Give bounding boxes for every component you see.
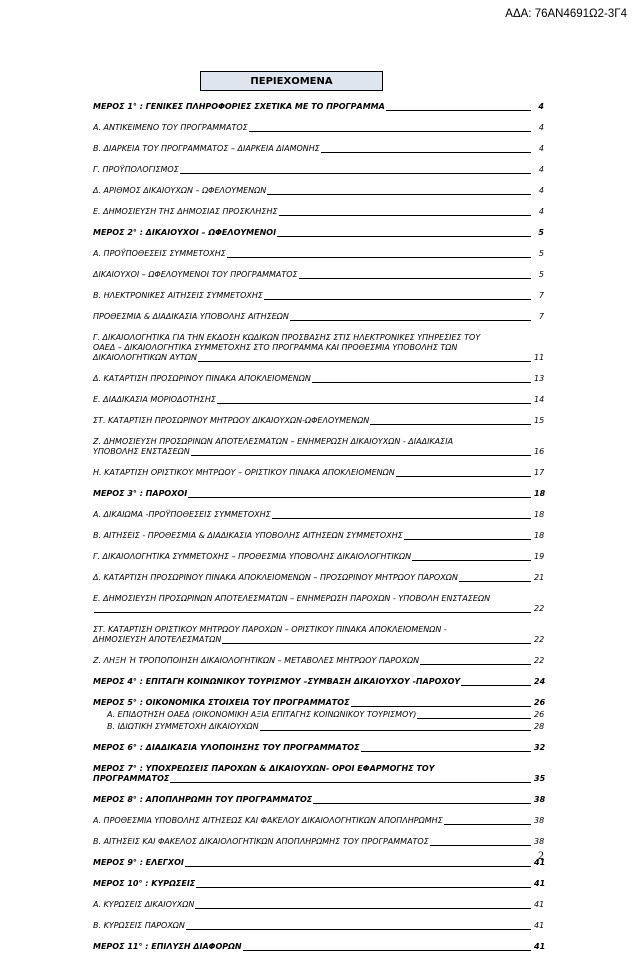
- leader-line: [290, 312, 531, 321]
- toc-entry-page: 22: [534, 656, 545, 665]
- toc-entry-label: Α. ΠΡΟΘΕΣΜΙΑ ΥΠΟΒΟΛΗΣ ΑΙΤΗΣΕΩΣ ΚΑΙ ΦΑΚΕΛΟΥ ΔΙΚΑΙΟΛΟΓΗΤΙΚΩΝ ΑΠΟΠΛΗΡΩΜΗΣ: [93, 816, 443, 825]
- toc-entry[interactable]: [93, 795, 544, 805]
- leader-line: [444, 816, 531, 825]
- toc-entry-label: ΜΕΡΟΣ 1° : ΓΕΝΙΚΕΣ ΠΛΗΡΟΦΟΡΙΕΣ ΣΧΕΤΙΚΑ ΜΕ ΤΟ ΠΡΟΓΡΑΜΜΑ: [93, 102, 385, 111]
- toc-entry[interactable]: [93, 656, 544, 666]
- toc-entry[interactable]: [93, 531, 544, 541]
- toc-entry[interactable]: [93, 710, 544, 720]
- leader-line: [361, 743, 531, 752]
- toc-entry[interactable]: [93, 291, 544, 301]
- toc-entry[interactable]: [93, 942, 544, 952]
- toc-entry-label: Β. ΑΙΤΗΣΕΙΣ - ΠΡΟΘΕΣΜΙΑ & ΔΙΑΔΙΚΑΣΙΑ ΥΠΟΒΟΛΗΣ ΑΙΤΗΣΕΩΝ ΣΥΜΜΕΤΟΧΗΣ: [93, 531, 403, 540]
- toc-entry-page: 5: [538, 249, 544, 258]
- leader-line: [264, 291, 531, 300]
- leader-line: [243, 942, 531, 951]
- leader-line: [249, 123, 531, 132]
- leader-line: [412, 552, 531, 561]
- toc-entry-page: 38: [534, 837, 545, 846]
- leader-line: [420, 656, 531, 665]
- leader-line: [313, 795, 531, 804]
- toc-entry-label: Γ. ΠΡΟΫΠΟΛΟΓΙΣΜΟΣ: [93, 165, 179, 174]
- toc-entry[interactable]: [93, 312, 544, 322]
- toc-entry-label: Α. ΑΝΤΙΚΕΙΜΕΝΟ ΤΟΥ ΠΡΟΓΡΑΜΜΑΤΟΣ: [93, 123, 248, 132]
- leader-line: [180, 165, 531, 174]
- toc-entry-label: ΔΗΜΟΣΙΕΥΣΗ ΑΠΟΤΕΛΕΣΜΑΤΩΝ: [93, 635, 222, 644]
- toc-entry-label: Β. ΑΙΤΗΣΕΙΣ ΚΑΙ ΦΑΚΕΛΟΣ ΔΙΚΑΙΟΛΟΓΗΤΙΚΩΝ ΑΠΟΠΛΗΡΩΜΗΣ ΤΟΥ ΠΡΟΓΡΑΜΜΑΤΟΣ: [93, 837, 429, 846]
- toc-entry-page: 5: [538, 270, 544, 279]
- leader-line: [272, 510, 531, 519]
- toc-entry-line: ΜΕΡΟΣ 7° : ΥΠΟΧΡΕΩΣΕΙΣ ΠΑΡΟΧΩΝ & ΔΙΚΑΙΟΥΧΩΝ- ΟΡΟΙ ΕΦΑΡΜΟΓΗΣ ΤΟΥ: [93, 764, 435, 773]
- leader-line: [370, 416, 531, 425]
- toc-entry-page: 4: [538, 165, 544, 174]
- toc-entry-label: Ε. ΔΙΑΔΙΚΑΣΙΑ ΜΟΡΙΟΔΟΤΗΣΗΣ: [93, 395, 216, 404]
- toc-entry[interactable]: [93, 900, 544, 910]
- toc-entry-line: Ε. ΔΗΜΟΣΙΕΥΣΗ ΠΡΟΣΩΡΙΝΩΝ ΑΠΟΤΕΛΕΣΜΑΤΩΝ – ΕΝΗΜΕΡΩΣΗ ΠΑΡΟΧΩΝ - ΥΠΟΒΟΛΗ ΕΝΣΤΑΣΕΩΝ: [93, 594, 491, 603]
- leader-line: [299, 270, 531, 279]
- toc-entry-label: ΜΕΡΟΣ 6° : ΔΙΑΔΙΚΑΣΙΑ ΥΛΟΠΟΙΗΣΗΣ ΤΟΥ ΠΡΟΓΡΑΜΜΑΤΟΣ: [93, 743, 360, 752]
- leader-line: [170, 774, 531, 783]
- toc-entry-page: 28: [534, 722, 545, 731]
- leader-line: [186, 921, 531, 930]
- leader-line: [417, 710, 531, 719]
- toc-entry-label: Β. ΔΙΑΡΚΕΙΑ ΤΟΥ ΠΡΟΓΡΑΜΜΑΤΟΣ – ΔΙΑΡΚΕΙΑ ΔΙΑΜΟΝΗΣ: [93, 144, 320, 153]
- toc-entry[interactable]: [93, 165, 544, 175]
- toc-entry[interactable]: [93, 625, 544, 645]
- toc-entry-label: Ε. ΔΗΜΟΣΙΕΥΣΗ ΤΗΣ ΔΗΜΟΣΙΑΣ ΠΡΟΣΚΛΗΣΗΣ: [93, 207, 278, 216]
- toc-entry[interactable]: [93, 594, 544, 614]
- leader-line: [459, 573, 531, 582]
- toc-entry-page: 22: [534, 604, 545, 613]
- table-of-contents: [93, 102, 544, 963]
- toc-entry-label: ΜΕΡΟΣ 4° : ΕΠΙΤΑΓΗ ΚΟΙΝΩΝΙΚΟΥ ΤΟΥΡΙΣΜΟΥ –ΣΥΜΒΑΣΗ ΔΙΚΑΙΟΥΧΟΥ -ΠΑΡΟΧΟΥ: [93, 677, 461, 686]
- toc-entry-page: 18: [534, 510, 545, 519]
- toc-entry-page: 24: [534, 677, 546, 686]
- leader-line: [260, 722, 531, 731]
- toc-entry-label: Δ. ΑΡΙΘΜΟΣ ΔΙΚΑΙΟΥΧΩΝ – ΩΦΕΛΟΥΜΕΝΩΝ: [93, 186, 267, 195]
- toc-entry[interactable]: [93, 743, 544, 753]
- toc-entry-page: 14: [534, 395, 545, 404]
- toc-entry-line: Ζ. ΔΗΜΟΣΙΕΥΣΗ ΠΡΟΣΩΡΙΝΩΝ ΑΠΟΤΕΛΕΣΜΑΤΩΝ – ΕΝΗΜΕΡΩΣΗ ΔΙΚΑΙΟΥΧΩΝ - ΔΙΑΔΙΚΑΣΙΑ: [93, 437, 454, 446]
- toc-entry-label: ΠΡΟΓΡΑΜΜΑΤΟΣ: [93, 774, 170, 783]
- toc-entry-line: ΣΤ. ΚΑΤΑΡΤΙΣΗ ΟΡΙΣΤΙΚΟΥ ΜΗΤΡΩΟΥ ΠΑΡΟΧΩΝ – ΟΡΙΣΤΙΚΟΥ ΠΙΝΑΚΑ ΑΠΟΚΛΕΙΟΜΕΝΩΝ -: [93, 625, 447, 634]
- toc-entry[interactable]: [93, 374, 544, 384]
- leader-line: [227, 249, 531, 258]
- leader-line: [195, 900, 531, 909]
- toc-entry-label: ΜΕΡΟΣ 3° : ΠΑΡΟΧΟΙ: [93, 489, 188, 498]
- toc-entry-page: 4: [538, 207, 544, 216]
- toc-entry-label: ΔΙΚΑΙΟΛΟΓΗΤΙΚΩΝ ΑΥΤΩΝ: [93, 353, 197, 362]
- toc-entry-label: ΥΠΟΒΟΛΗΣ ΕΝΣΤΑΣΕΩΝ: [93, 447, 190, 456]
- toc-entry[interactable]: [93, 573, 544, 583]
- toc-entry-label: Γ. ΔΙΚΑΙΟΛΟΓΗΤΙΚΑ ΣΥΜΜΕΤΟΧΗΣ – ΠΡΟΘΕΣΜΙΑ ΥΠΟΒΟΛΗΣ ΔΙΚΑΙΟΛΟΓΗΤΙΚΩΝ: [93, 552, 412, 561]
- toc-entry-label: Δ. ΚΑΤΑΡΤΙΣΗ ΠΡΟΣΩΡΙΝΟΥ ΠΙΝΑΚΑ ΑΠΟΚΛΕΙΟΜΕΝΩΝ – ΠΡΟΣΩΡΙΝΟΥ ΜΗΤΡΩΟΥ ΠΑΡΟΧΩΝ: [93, 573, 458, 582]
- toc-entry-page: 4: [538, 123, 544, 132]
- leader-line: [185, 858, 531, 867]
- toc-entry-label: ΜΕΡΟΣ 9° : ΕΛΕΓΧΟΙ: [93, 858, 184, 867]
- toc-entry[interactable]: [93, 677, 544, 687]
- toc-entry-page: 7: [538, 291, 544, 300]
- page-number: 2: [538, 848, 544, 862]
- toc-entry-page: 13: [534, 374, 545, 383]
- leader-line: [222, 635, 531, 644]
- leader-line: [312, 374, 531, 383]
- toc-entry[interactable]: [93, 395, 544, 405]
- toc-entry[interactable]: [93, 270, 544, 280]
- toc-entry[interactable]: [93, 249, 544, 259]
- leader-line: [191, 447, 531, 456]
- toc-entry-page: 19: [534, 552, 545, 561]
- toc-entry[interactable]: [93, 816, 544, 826]
- leader-line: [396, 468, 531, 477]
- toc-entry-page: 7: [538, 312, 544, 321]
- toc-entry[interactable]: [93, 722, 544, 732]
- toc-entry-label: ΜΕΡΟΣ 10° : ΚΥΡΩΣΕΙΣ: [93, 879, 196, 888]
- toc-entry-label: ΜΕΡΟΣ 11° : ΕΠΙΛΥΣΗ ΔΙΑΦΟΡΩΝ: [93, 942, 242, 951]
- toc-entry[interactable]: [93, 207, 544, 217]
- toc-entry-label: Η. ΚΑΤΑΡΤΙΣΗ ΟΡΙΣΤΙΚΟΥ ΜΗΤΡΩΟΥ – ΟΡΙΣΤΙΚΟΥ ΠΙΝΑΚΑ ΑΠΟΚΛΕΙΟΜΕΝΩΝ: [93, 468, 395, 477]
- toc-entry-label: Β. ΙΔΙΩΤΙΚΗ ΣΥΜΜΕΤΟΧΗ ΔΙΚΑΙΟΥΧΩΝ: [107, 722, 259, 731]
- toc-entry-label: ΠΡΟΘΕΣΜΙΑ & ΔΙΑΔΙΚΑΣΙΑ ΥΠΟΒΟΛΗΣ ΑΙΤΗΣΕΩΝ: [93, 312, 289, 321]
- toc-entry-page: 41: [534, 921, 545, 930]
- toc-entry[interactable]: [93, 468, 544, 478]
- toc-entry-page: 41: [534, 942, 546, 951]
- toc-entry-label: Δ. ΚΑΤΑΡΤΙΣΗ ΠΡΟΣΩΡΙΝΟΥ ΠΙΝΑΚΑ ΑΠΟΚΛΕΙΟΜΕΝΩΝ: [93, 374, 311, 383]
- toc-entry-label: Ζ. ΛΗΞΗ Ή ΤΡΟΠΟΠΟΙΗΣΗ ΔΙΚΑΙΟΛΟΓΗΤΙΚΩΝ – ΜΕΤΑΒΟΛΕΣ ΜΗΤΡΩΟΥ ΠΑΡΟΧΩΝ: [93, 656, 420, 665]
- toc-entry-page: 4: [538, 144, 544, 153]
- toc-entry-label: ΜΕΡΟΣ 5° : ΟΙΚΟΝΟΜΙΚΑ ΣΤΟΙΧΕΙΑ ΤΟΥ ΠΡΟΓΡΑΜΜΑΤΟΣ: [93, 698, 350, 707]
- toc-entry-line: ΟΑΕΔ – ΔΙΚΑΙΟΛΟΓΗΤΙΚΑ ΣΥΜΜΕΤΟΧΗΣ ΣΤΟ ΠΡΟΓΡΑΜΜΑ ΚΑΙ ΠΡΟΘΕΣΜΙΑ ΥΠΟΒΟΛΗΣ ΤΩΝ: [93, 343, 458, 352]
- toc-entry[interactable]: [93, 764, 544, 784]
- toc-entry-page: 32: [534, 743, 546, 752]
- toc-entry-page: 26: [534, 698, 546, 707]
- toc-entry-label: Α. ΠΡΟΫΠΟΘΕΣΕΙΣ ΣΥΜΜΕΤΟΧΗΣ: [93, 249, 226, 258]
- toc-entry-label: Β. ΗΛΕΚΤΡΟΝΙΚΕΣ ΑΙΤΗΣΕΙΣ ΣΥΜΜΕΤΟΧΗΣ: [93, 291, 263, 300]
- toc-entry[interactable]: [93, 416, 544, 426]
- leader-line: [279, 207, 531, 216]
- toc-entry-page: 18: [534, 489, 546, 498]
- toc-entry[interactable]: [93, 698, 544, 708]
- ada-code: ΑΔΑ: 76ΑΝ4691Ω2-3Γ4: [505, 8, 627, 20]
- toc-entry-label: ΣΤ. ΚΑΤΑΡΤΙΣΗ ΠΡΟΣΩΡΙΝΟΥ ΜΗΤΡΩΟΥ ΔΙΚΑΙΟΥΧΩΝ-ΩΦΕΛΟΥΜΕΝΩΝ: [93, 416, 370, 425]
- leader-line: [196, 879, 531, 888]
- toc-entry[interactable]: [93, 552, 544, 562]
- toc-entry-page: 21: [534, 573, 545, 582]
- toc-entry[interactable]: [93, 921, 544, 931]
- leader-line: [277, 228, 531, 237]
- toc-entry-page: 16: [534, 447, 545, 456]
- leader-line: [188, 489, 531, 498]
- toc-entry[interactable]: [93, 102, 544, 112]
- toc-entry-page: 4: [538, 102, 544, 111]
- toc-entry-page: 4: [538, 186, 544, 195]
- toc-entry-label: Α. ΕΠΙΔΟΤΗΣΗ ΟΑΕΔ (ΟΙΚΟΝΟΜΙΚΗ ΑΞΙΑ ΕΠΙΤΑΓΗΣ ΚΟΙΝΩΝΙΚΟΥ ΤΟΥΡΙΣΜΟΥ): [107, 710, 417, 719]
- leader-line: [94, 604, 531, 613]
- leader-line: [386, 102, 531, 111]
- toc-entry[interactable]: [93, 837, 544, 847]
- toc-entry-label: Α. ΔΙΚΑΙΩΜΑ -ΠΡΟΫΠΟΘΕΣΕΙΣ ΣΥΜΜΕΤΟΧΗΣ: [93, 510, 271, 519]
- toc-entry-label: ΜΕΡΟΣ 2° : ΔΙΚΑΙΟΥΧΟΙ – ΩΦΕΛΟΥΜΕΝΟΙ: [93, 228, 277, 237]
- toc-entry-label: Β. ΚΥΡΩΣΕΙΣ ΠΑΡΟΧΩΝ: [93, 921, 185, 930]
- toc-entry[interactable]: [93, 333, 544, 363]
- toc-entry-label: ΔΙΚΑΙΟΥΧΟΙ – ΩΦΕΛΟΥΜΕΝΟΙ ΤΟΥ ΠΡΟΓΡΑΜΜΑΤΟΣ: [93, 270, 298, 279]
- leader-line: [321, 144, 531, 153]
- toc-entry-page: 18: [534, 531, 545, 540]
- leader-line: [461, 677, 531, 686]
- toc-entry[interactable]: [93, 123, 544, 133]
- toc-entry[interactable]: [93, 144, 544, 154]
- toc-entry-label: Α. ΚΥΡΩΣΕΙΣ ΔΙΚΑΙΟΥΧΩΝ: [93, 900, 195, 909]
- toc-entry[interactable]: [93, 437, 544, 457]
- toc-entry-page: 41: [534, 900, 545, 909]
- toc-entry-page: 15: [534, 416, 545, 425]
- toc-entry-page: 35: [534, 774, 546, 783]
- toc-entry-page: 26: [534, 710, 545, 719]
- leader-line: [351, 698, 531, 707]
- toc-entry-page: 41: [534, 879, 546, 888]
- leader-line: [430, 837, 531, 846]
- toc-entry[interactable]: [93, 510, 544, 520]
- toc-entry-page: 17: [534, 468, 545, 477]
- toc-entry-line: Γ. ΔΙΚΑΙΟΛΟΓΗΤΙΚΑ ΓΙΑ ΤΗΝ ΕΚΔΟΣΗ ΚΩΔΙΚΩΝ ΠΡΟΣΒΑΣΗΣ ΣΤΙΣ ΗΛΕΚΤΡΟΝΙΚΕΣ ΥΠΗΡΕΣΙΕΣ ΤΟΥ: [93, 333, 481, 342]
- leader-line: [404, 531, 531, 540]
- toc-entry[interactable]: [93, 489, 544, 499]
- toc-entry-page: 5: [538, 228, 544, 237]
- toc-title: ΠΕΡΙΕΧΟΜΕΝΑ: [200, 71, 383, 91]
- toc-entry-label: ΜΕΡΟΣ 8° : ΑΠΟΠΛΗΡΩΜΗ ΤΟΥ ΠΡΟΓΡΑΜΜΑΤΟΣ: [93, 795, 313, 804]
- toc-entry-page: 38: [534, 795, 546, 804]
- toc-entry[interactable]: [93, 858, 544, 868]
- toc-entry-page: 11: [534, 353, 545, 362]
- leader-line: [267, 186, 531, 195]
- leader-line: [198, 353, 531, 362]
- toc-entry-page: 41: [534, 858, 546, 867]
- toc-entry[interactable]: [93, 879, 544, 889]
- toc-entry[interactable]: [93, 228, 544, 238]
- leader-line: [217, 395, 531, 404]
- toc-entry-page: 22: [534, 635, 545, 644]
- toc-entry[interactable]: [93, 186, 544, 196]
- toc-entry-page: 38: [534, 816, 545, 825]
